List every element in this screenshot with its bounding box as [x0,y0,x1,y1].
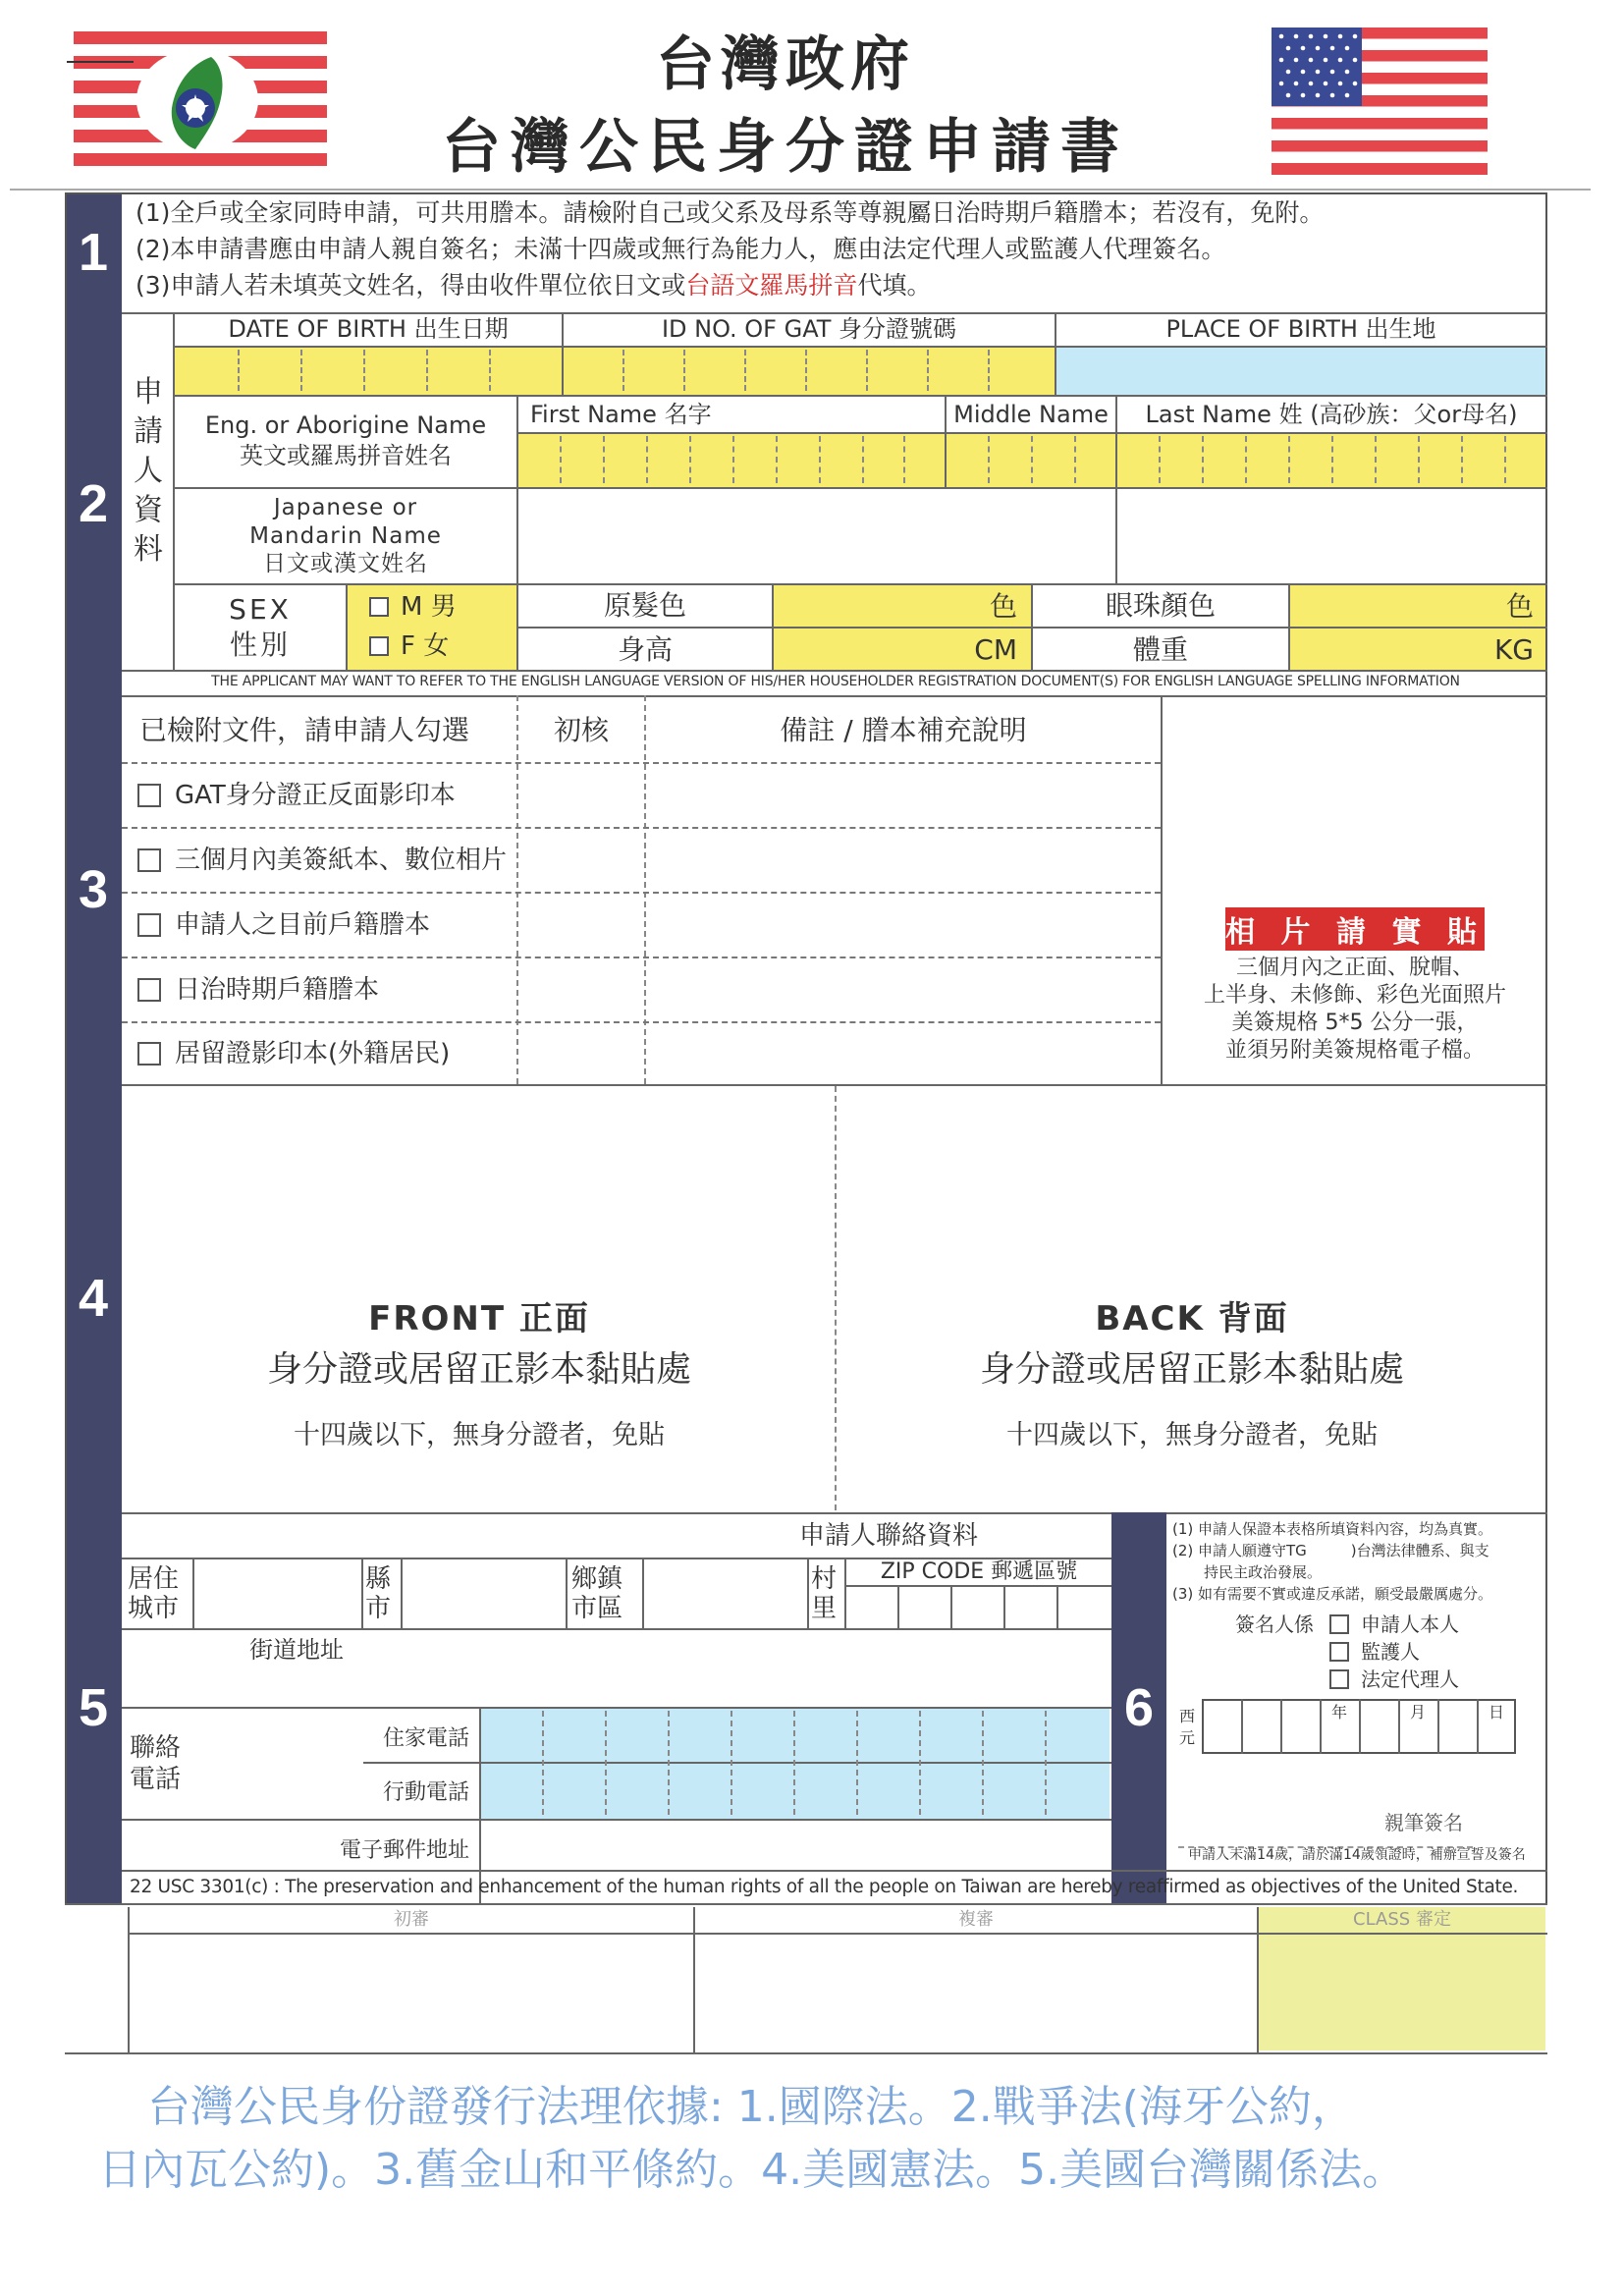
signer-guardian-label: 監護人 [1361,1639,1420,1664]
male-label: M 男 [401,591,457,622]
signer-option-applicant[interactable] [1329,1611,1526,1638]
residence-city-label [128,1565,192,1624]
side-char-2: 請 [134,414,163,449]
second-review-label: 複審 [958,1908,994,1930]
county-label-2: 市 [365,1594,392,1623]
signer-option-legal-agent[interactable] [1329,1666,1526,1693]
class-review-label: CLASS 審定 [1353,1908,1451,1930]
front-title: FRONT 正面 [368,1298,590,1339]
japanese-name-label-2: Mandarin Name [249,522,442,549]
township-label-1: 鄉鎮 [571,1564,623,1595]
doc-item-5[interactable] [137,1023,516,1084]
page-title: 台灣政府 [656,29,915,99]
county-label [365,1565,401,1624]
signer-option-guardian[interactable] [1329,1638,1526,1666]
hair-color-unit: 色 [989,590,1017,623]
village-label [811,1565,844,1624]
doc-label-5: 居留證影印本(外籍居民) [175,1038,451,1068]
eng-name-label [175,399,516,483]
doc-item-2[interactable] [137,829,516,892]
japanese-name-label [175,491,516,581]
home-phone-label: 住家電話 [382,1725,469,1751]
last-name-label: Last Name 姓 (高砂族：父or母名) [1145,401,1518,428]
law-citation: 22 USC 3301(c) : The preservation and enhancement of the human rights of all the people on Taiwan are hereby reaffirmed as objectives of the United State. [130,1877,1519,1898]
village-label-2: 里 [811,1594,838,1623]
front-subtitle: 身分證或居留正影本黏貼處 [266,1348,691,1390]
female-checkbox[interactable] [369,636,389,656]
pledge-2: (2) 申請人願遵守TG )台灣法律體系、與支 [1172,1541,1489,1559]
village-label-1: 村 [811,1564,838,1595]
pledge-2b: 持民主政治發展。 [1204,1562,1323,1581]
doc-checkbox-2[interactable] [137,848,161,872]
doc-checkbox-5[interactable] [137,1042,161,1066]
sex-male-option[interactable] [369,587,516,627]
signer-applicant-checkbox[interactable] [1329,1614,1349,1634]
instruction-3-start: (3)申請人若未填英文姓名，得由收件單位依日文或 [135,271,686,301]
header-stroke [67,61,134,63]
header-rule [10,189,1591,191]
eye-color-unit: 色 [1505,590,1534,623]
height-label: 身高 [617,632,673,666]
back-title: BACK 背面 [1095,1298,1289,1339]
era-label-1: 西 [1178,1706,1195,1725]
doc-checkbox-1[interactable] [137,784,161,807]
male-checkbox[interactable] [369,597,389,617]
email-label: 電子郵件地址 [339,1837,469,1863]
english-spelling-note: THE APPLICANT MAY WANT TO REFER TO THE ENGLISH LANGUAGE VERSION OF HIS/HER HOUSEHOLDER REGISTRATION DOCUMENT(S) FOR ENGLISH LANGUAGE SPELLING INFORMATION [211,674,1460,690]
applicant-side-label [124,373,173,570]
instruction-2: (2)本申請書應由申請人親自簽名；未滿十四歲或無行為能力人，應由法定代理人或監護人代理簽名。 [135,235,1226,264]
sex-label-en: SEX [229,592,292,626]
doc-label-3: 申請人之目前戶籍謄本 [175,909,431,940]
eye-color-label: 眼珠顏色 [1105,588,1216,622]
side-char-4: 資 [134,493,163,527]
residence-city-label-1: 居住 [128,1564,180,1595]
section-number-3: 3 [78,860,109,919]
signer-applicant-label: 申請人本人 [1361,1612,1459,1636]
contact-phone-label-2: 電話 [130,1765,182,1794]
zip-code-label: ZIP CODE 郵遞區號 [880,1558,1078,1584]
year-label: 年 [1330,1702,1347,1722]
mobile-phone-label: 行動電話 [382,1779,469,1805]
street-address-label: 街道地址 [249,1636,344,1664]
dob-id-fill [175,346,1055,395]
township-label [571,1565,642,1624]
initial-check-header: 初核 [553,713,609,746]
minor-signature-note: 申請人未滿14歲，請於滿14歲領證時，補辦宣誓及簽名 [1188,1847,1526,1864]
weight-label: 體重 [1132,632,1188,666]
era-label-2: 元 [1178,1728,1195,1747]
first-name-label: First Name 名字 [530,401,712,428]
legal-basis-line-2: 日內瓦公約)。3.舊金山和平條約。4.美國憲法。5.美國台灣關係法。 [98,2145,1406,2195]
sex-label-zh: 性別 [229,629,291,661]
pob-fill [1055,346,1545,395]
legal-basis-line-1: 台灣公民身份證發行法理依據: 1.國際法。2.戰爭法(海牙公約， [147,2082,1355,2132]
instruction-3-end: 代填。 [857,271,932,301]
japanese-name-label-3: 日文或漢文姓名 [263,551,428,577]
doc-label-1: GAT身分證正反面影印本 [175,780,456,810]
female-label: F 女 [401,630,450,661]
signer-legal-agent-label: 法定代理人 [1361,1667,1459,1691]
section-number-5: 5 [78,1678,109,1737]
side-char-5: 料 [134,532,163,567]
back-subtitle: 身分證或居留正影本黏貼處 [979,1348,1404,1390]
side-char-3: 人 [134,454,163,488]
township-label-2: 市區 [571,1594,623,1623]
pledge-3: (3) 如有需要不實或違反承諾，願受最嚴厲處分。 [1172,1584,1493,1603]
page-subtitle: 台灣公民身分證申請書 [442,112,1129,182]
dob-label: DATE OF BIRTH 出生日期 [228,315,509,343]
photo-instruction-2: 上半身、未修飾、彩色光面照片 [1203,983,1506,1009]
photo-instruction-4: 並須另附美簽規格電子檔。 [1224,1038,1485,1064]
instruction-3-highlight: 台語文羅馬拼音 [685,271,858,301]
section-number-2: 2 [78,474,109,533]
section-number-6: 6 [1123,1678,1155,1737]
county-label-1: 縣 [365,1564,392,1595]
sex-female-option[interactable] [369,627,516,666]
us-flag-icon [1272,27,1488,175]
signer-label: 簽名人係 [1235,1612,1314,1636]
contact-info-header: 申請人聯絡資料 [798,1520,978,1551]
middle-name-label: Middle Name [953,401,1109,428]
signer-guardian-checkbox[interactable] [1329,1642,1349,1662]
doc-label-2: 三個月內美簽紙本、數位相片 [175,845,508,875]
signer-legal-agent-checkbox[interactable] [1329,1669,1349,1689]
height-unit: CM [974,632,1017,666]
residence-city-label-2: 城市 [128,1594,180,1623]
photo-instruction-3: 美簽規格 5*5 公分一張， [1231,1011,1479,1036]
front-note: 十四歲以下，無身分證者，免貼 [294,1420,665,1451]
japanese-name-label-1: Japanese or [273,494,418,520]
first-review-label: 初審 [394,1908,429,1930]
back-note: 十四歲以下，無身分證者，免貼 [1006,1420,1378,1451]
side-char-1: 申 [134,375,163,410]
month-label: 月 [1409,1702,1426,1722]
photo-instruction-1: 三個月內之正面、脫帽、 [1235,956,1474,981]
weight-unit: KG [1493,632,1534,666]
doc-checkbox-4[interactable] [137,978,161,1002]
doc-label-4: 日治時期戶籍謄本 [175,974,380,1005]
pledge-1: (1) 申請人保證本表格所填資料內容，均為真實。 [1172,1519,1493,1538]
instruction-3 [135,267,1540,304]
phone-fill [481,1709,1110,1819]
place-of-birth-label: PLACE OF BIRTH 出生地 [1165,315,1436,343]
doc-item-3[interactable] [137,894,516,957]
hair-color-label: 原髮色 [603,588,686,622]
era-label [1172,1701,1202,1754]
photo-label: 相 片 請 實 貼 [1225,907,1485,951]
eng-name-label-en: Eng. or Aborigine Name [204,410,487,439]
doc-checkbox-3[interactable] [137,913,161,937]
notes-header: 備註 / 謄本補充說明 [780,713,1027,746]
sex-label [175,587,346,668]
section-number-1: 1 [78,223,109,282]
doc-item-1[interactable] [137,764,516,827]
eng-name-label-zh: 英文或羅馬拼音姓名 [240,442,452,469]
id-number-label: ID NO. OF GAT 身分證號碼 [661,315,957,343]
section-number-4: 4 [78,1269,109,1328]
day-label: 日 [1488,1702,1504,1722]
instruction-1: (1)全戶或全家同時申請，可共用謄本。請檢附自己或父系及母系等尊親屬日治時期戶籍謄本；若沒有，免附。 [135,198,1325,228]
signature-label: 親筆簽名 [1384,1810,1463,1834]
doc-item-4[interactable] [137,958,516,1021]
contact-phone-label-1: 聯絡 [130,1732,182,1763]
contact-phone-label [130,1724,198,1803]
attached-docs-header: 已檢附文件，請申請人勾選 [139,713,470,746]
taiwan-government-flag-icon [74,29,327,167]
